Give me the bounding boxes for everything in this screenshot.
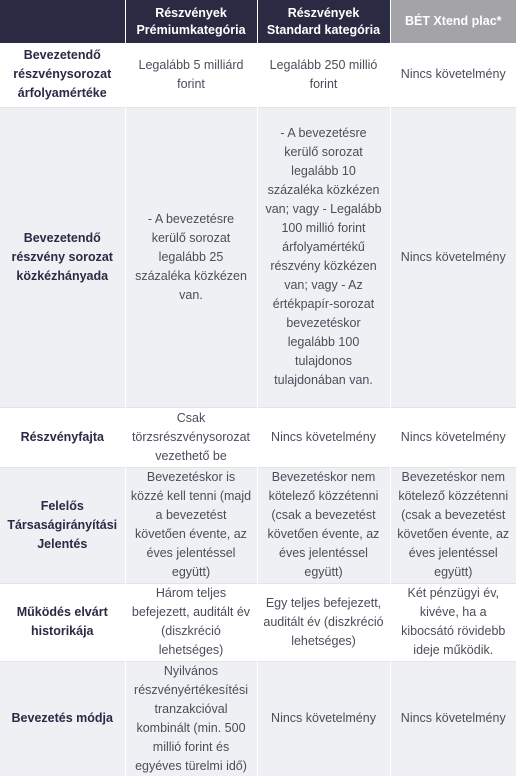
- cell-xtend: Két pénzügyi év, kivéve, ha a kibocsátó rövidebb ideje működik.: [390, 583, 516, 661]
- table-row: [0, 407, 516, 467]
- cell-standard: Legalább 250 millió forint: [257, 43, 390, 107]
- row-label: Felelős Társaságirányítási Jelentés: [0, 467, 125, 583]
- cell-standard: Nincs követelmény: [257, 407, 390, 467]
- cell-xtend: Nincs követelmény: [390, 43, 516, 107]
- row-label: Bevezetendő részvénysorozat árfolyamértéke: [0, 43, 125, 107]
- row-label: Működés elvárt historikája: [0, 583, 125, 661]
- header-blank-cell: [0, 0, 125, 43]
- row-label: Bevezetés módja: [0, 661, 125, 776]
- cell-xtend: Bevezetéskor nem kötelező közzétenni (csak a bevezetést követően évente, az éves jelentéssel együtt): [390, 467, 516, 583]
- table-row: [0, 43, 516, 107]
- cell-premium: - A bevezetésre kerülő sorozat legalább 25 százaléka közkézen van.: [125, 107, 257, 407]
- cell-standard: Nincs követelmény: [257, 661, 390, 776]
- cell-premium: Bevezetéskor is közzé kell tenni (majd a bevezetést követően évente, az éves jelentéssel együtt): [125, 467, 257, 583]
- header-row: [0, 0, 516, 43]
- cell-standard: - A bevezetésre kerülő sorozat legalább 10 százaléka közkézen van; vagy - Legalább 100 millió forint árfolyamértékű részvény közkézen van; vagy - Az értékpapír-sorozat bevezetéskor legalább 100 tulajdonos tulajdonában van.: [257, 107, 390, 407]
- table-row: [0, 467, 516, 583]
- cell-xtend: Nincs követelmény: [390, 661, 516, 776]
- table-row: [0, 107, 516, 407]
- table-row: [0, 661, 516, 776]
- table-row: [0, 583, 516, 661]
- cell-xtend: Nincs követelmény: [390, 107, 516, 407]
- row-label: Részvényfajta: [0, 407, 125, 467]
- cell-premium: Nyilvános részvényértékesítési tranzakcióval kombinált (min. 500 millió forint és egyéves türelmi idő): [125, 661, 257, 776]
- row-label: Bevezetendő részvény sorozat közkézhányada: [0, 107, 125, 407]
- cell-premium: Csak törzsrészvénysorozat vezethető be: [125, 407, 257, 467]
- cell-premium: Három teljes befejezett, auditált év (diszkréció lehetséges): [125, 583, 257, 661]
- cell-standard: Egy teljes befejezett, auditált év (diszkréció lehetséges): [257, 583, 390, 661]
- header-xtend: BÉT Xtend plac*: [390, 0, 516, 43]
- cell-xtend: Nincs követelmény: [390, 407, 516, 467]
- cell-premium: Legalább 5 milliárd forint: [125, 43, 257, 107]
- header-premium: Részvények Prémiumkategória: [125, 0, 257, 43]
- header-standard: Részvények Standard kategória: [257, 0, 390, 43]
- cell-standard: Bevezetéskor nem kötelező közzétenni (csak a bevezetést követően évente, az éves jelentéssel együtt): [257, 467, 390, 583]
